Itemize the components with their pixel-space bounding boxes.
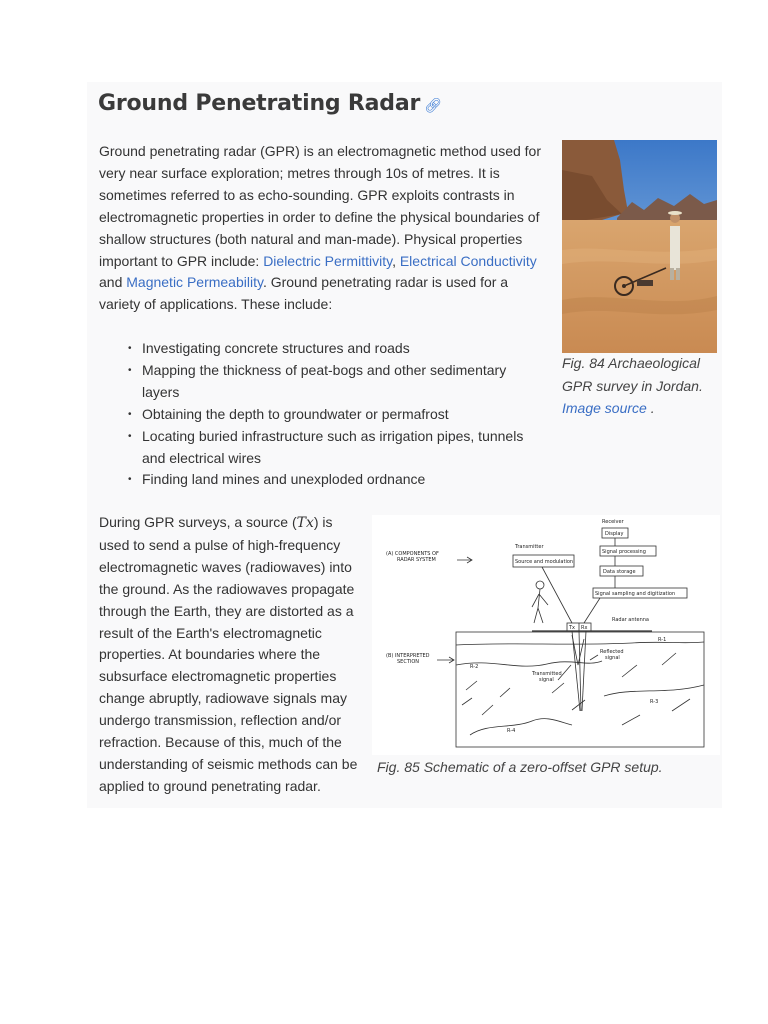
data-storage-label: Data storage: [603, 569, 636, 575]
reflected-signal-label: signal: [605, 655, 620, 661]
source-modulation-label: Source and modulation: [515, 559, 574, 565]
gpr-survey-photo: [562, 140, 717, 353]
list-item-text: Finding land mines and unexploded ordnance: [142, 471, 426, 488]
intro-separator: and: [99, 274, 127, 291]
gpr-schematic-diagram: [372, 515, 720, 755]
reflector-r3-label: R-3: [650, 699, 659, 705]
reflector-r2-label: R-2: [470, 664, 479, 670]
figure-84-caption: [562, 352, 722, 420]
survey-text: During GPR surveys, a source (: [99, 514, 297, 530]
link-icon[interactable]: 🔗︎: [424, 98, 442, 114]
intro-separator: ,: [392, 252, 400, 269]
display-label: Display: [605, 531, 624, 537]
figure-84-caption-text: Fig. 84 Archaeological GPR survey in Jordan.: [562, 355, 703, 394]
interpreted-label: (B) INTERPRETED: [386, 653, 430, 659]
transmitter-label: Transmitter: [515, 544, 544, 550]
reflected-signal-label: Reflected: [600, 649, 624, 655]
electrical-conductivity-link[interactable]: Electrical Conductivity: [399, 252, 537, 269]
list-item: [99, 338, 529, 360]
transmitted-signal-label: Transmitted: [532, 671, 562, 677]
components-label: (A) COMPONENTS OF: [386, 551, 439, 557]
rx-label: Rx: [581, 625, 588, 631]
section-label: SECTION: [397, 659, 420, 665]
transmitted-signal-label: signal: [539, 677, 554, 683]
intro-paragraph: [99, 141, 549, 316]
radar-system-label: RADAR SYSTEM: [397, 557, 436, 563]
dielectric-permittivity-link[interactable]: Dielectric Permittivity: [263, 252, 393, 269]
figure-85-caption: Fig. 85 Schematic of a zero-offset GPR setup.: [377, 759, 663, 775]
tx-math-variable: Tx: [296, 515, 314, 531]
intro-text-end: . Ground penetrating radar is used for a variety of applications. These include:: [99, 274, 509, 313]
intro-text: Ground penetrating radar (GPR) is an electromagnetic method used for very near surface exploration; metres through 10s of metres. It is sometimes referred to as echo-sounding. GPR exploits contrasts in electromagnetic properties in order to define the physical boundaries of shallow structures (both natural and man-made). Physical properties important to GPR include:: [99, 143, 542, 269]
list-item-text: Investigating concrete structures and roads: [142, 340, 410, 356]
bullet-icon: •: [128, 430, 132, 442]
reflector-r1-label: R-1: [658, 637, 667, 643]
list-item-text: Locating buried infrastructure such as irrigation pipes, tunnels and electrical wires: [142, 427, 524, 466]
survey-text-end: ) is used to send a pulse of high-frequency electromagnetic waves (radiowaves) into the ground. As the radiowaves propagate through the Earth, they are distorted as a result of the Earth's electromagnetic properties. At boundaries where the subsurface electromagnetic properties change abruptly, radiowave signals may undergo transmission, reflection and/or refraction. Because of this, much of the understanding of seismic methods can be applied to ground penetrating radar.: [99, 514, 358, 794]
receiver-label: Receiver: [602, 519, 624, 525]
page-title: [98, 88, 442, 122]
magnetic-permeability-link[interactable]: Magnetic Permeability: [126, 274, 263, 291]
bullet-icon: •: [128, 364, 132, 376]
list-item-text: Mapping the thickness of peat-bogs and other sedimentary layers: [142, 361, 507, 400]
bullet-icon: •: [128, 408, 132, 420]
survey-paragraph: [99, 512, 364, 798]
bullet-icon: •: [128, 474, 132, 486]
image-source-link[interactable]: Image source: [562, 400, 647, 416]
list-item: [99, 404, 529, 426]
reflector-r4-label: R-4: [507, 728, 516, 734]
tx-label: Tx: [569, 625, 576, 631]
applications-list: [99, 338, 529, 491]
list-item: [99, 360, 529, 404]
list-item: [99, 426, 529, 470]
page-title-text: Ground Penetrating Radar: [98, 91, 421, 116]
figure-84-caption-trail: .: [646, 400, 655, 416]
radar-antenna-label: Radar antenna: [612, 617, 649, 623]
list-item: [99, 469, 529, 491]
signal-sampling-label: Signal sampling and digitization: [595, 591, 676, 597]
bullet-icon: •: [128, 343, 132, 354]
signal-processing-label: Signal processing: [602, 549, 646, 555]
list-item-text: Obtaining the depth to groundwater or permafrost: [142, 405, 449, 422]
